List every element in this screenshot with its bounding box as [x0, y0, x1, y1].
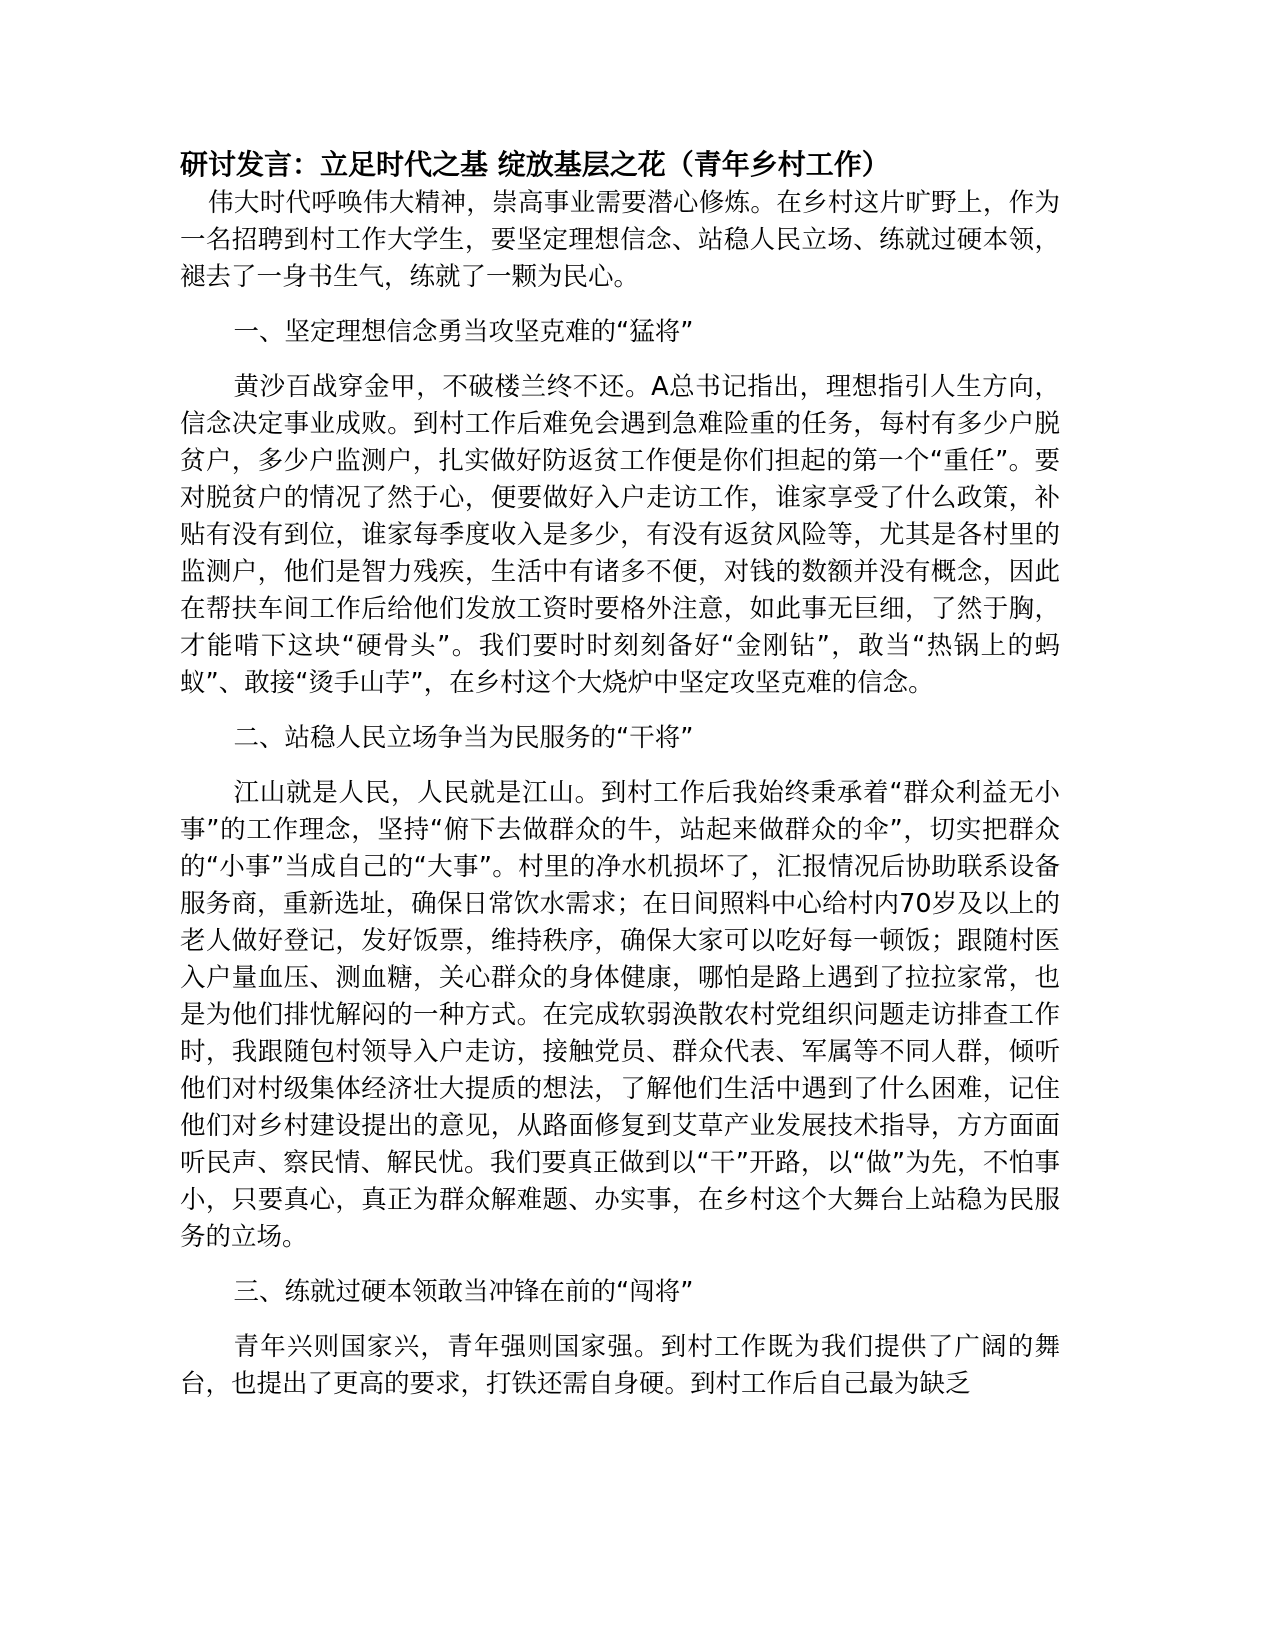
section-heading-1: 一、坚定理想信念勇当攻坚克难的“猛将” [233, 317, 694, 347]
section-body-1: 黄沙百战穿金甲，不破楼兰终不还。A总书记指出，理想指引人生方向，信念决定事业成败。到村工作后难免会遇到急难险重的任务，每村有多少户脱贫户，多少户监测户，扎实做好防返贫工作便是你们担起的第一个“重任”。要对脱贫户的情况了然于心，便要做好入户走访工作，谁家享受了什么政策，补贴有没有到位，谁家每季度收入是多少，有没有返贫风险等，尤其是各村里的监测户，他们是智力残疾，生活中有诸多不便，对钱的数额并没有概念，因此在帮扶车间工作后给他们发放工资时要格外注意，如此事无巨细，了然于胸，才能啃下这块“硬骨头”。我们要时时刻刻备好“金刚钻”，敢当“热锅上的蚂蚁”、敢接“烫手山芋”，在乡村这个大烧炉中坚定攻坚克难的信念。 [180, 372, 1060, 698]
document-title: 研讨发言：立足时代之基 绽放基层之花（青年乡村工作） [180, 148, 890, 181]
section-body-3: 青年兴则国家兴，青年强则国家强。到村工作既为我们提供了广阔的舞台，也提出了更高的要求，打铁还需自身硬。到村工作后自己最为缺乏 [180, 1332, 1060, 1399]
spacer [180, 351, 1060, 369]
spacer [180, 1256, 1060, 1274]
section-heading-2: 二、站稳人民立场争当为民服务的“干将” [233, 723, 694, 753]
section-heading-3: 三、练就过硬本领敢当冲锋在前的“闯将” [233, 1277, 694, 1307]
document-page [180, 145, 1060, 1403]
section-body-2: 江山就是人民，人民就是江山。到村工作后我始终秉承着“群众利益无小事”的工作理念，坚持“俯下去做群众的牛，站起来做群众的伞”，切实把群众的“小事”当成自己的“大事”。村里的净水机损坏了，汇报情况后协助联系设备服务商，重新选址，确保日常饮水需求；在日间照料中心给村内70岁及以上的老人做好登记，发好饭票，维持秩序，确保大家可以吃好每一顿饭；跟随村医入户量血压、测血糖，关心群众的身体健康，哪怕是路上遇到了拉拉家常，也是为他们排忧解闷的一种方式。在完成软弱涣散农村党组织问题走访排查工作时，我跟随包村领导入户走访，接触党员、群众代表、军属等不同人群，倾听他们对村级集体经济壮大提质的想法，了解他们生活中遇到了什么困难，记住他们对乡村建设提出的意见，从路面修复到艾草产业发展技术指导，方方面面听民声、察民情、解民忧。我们要真正做到以“干”开路，以“做”为先，不怕事小，只要真心，真正为群众解难题、办实事，在乡村这个大舞台上站稳为民服务的立场。 [180, 778, 1060, 1252]
spacer [180, 1311, 1060, 1329]
intro-paragraph: 伟大时代呼唤伟大精神，崇高事业需要潜心修炼。在乡村这片旷野上，作为一名招聘到村工作大学生，要坚定理想信念、站稳人民立场、练就过硬本领，褪去了一身书生气，练就了一颗为民心。 [180, 188, 1060, 292]
spacer [180, 296, 1060, 314]
spacer [180, 757, 1060, 775]
spacer [180, 702, 1060, 720]
